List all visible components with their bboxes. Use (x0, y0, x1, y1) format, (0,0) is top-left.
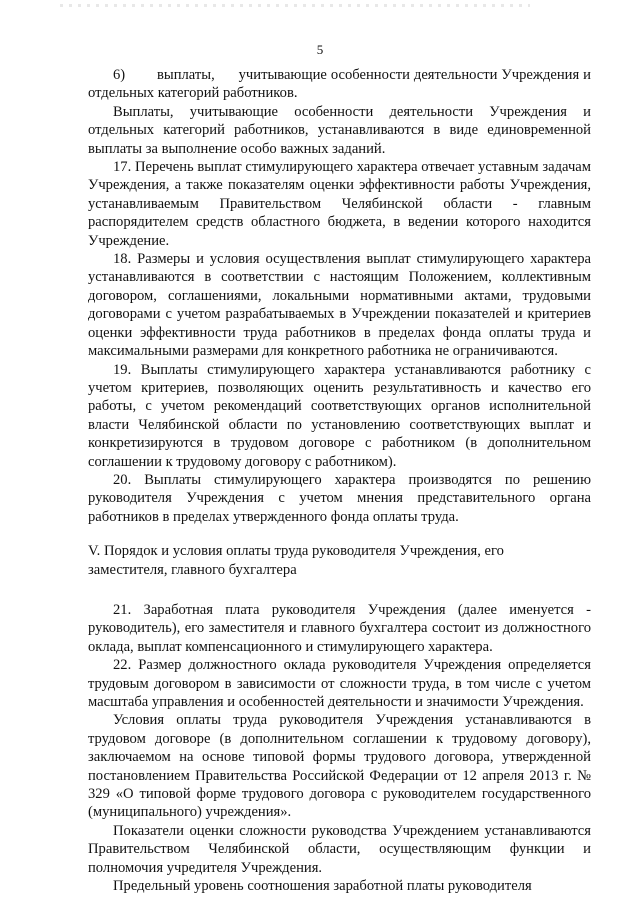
document-body (88, 66, 591, 895)
paragraph: 6) выплаты, учитывающие особенности деятельности Учреждения и отдельных категорий работников. (88, 67, 591, 102)
paragraph: Предельный уровень соотношения заработной платы руководителя (113, 878, 532, 895)
section-heading-line-2: заместителя, главного бухгалтера (88, 561, 297, 578)
paragraph: Показатели оценки сложности руководства Учреждением устанавливаются Правительством Челябинской области, осуществляющим функции и полномочия учредителя Учреждения. (88, 822, 591, 876)
paragraph: 17. Перечень выплат стимулирующего характера отвечает уставным задачам Учреждения, а также показателям оценки эффективности работы Учреждения, устанавливаемым Правительством Челябинской области - главным распорядителем средств областного бюджета, в ведении которого находится Учреждение. (88, 159, 591, 249)
paragraph: Выплаты, учитывающие особенности деятельности Учреждения и отдельных категорий работников, устанавливаются в виде единовременной выплаты за выполнение особо важных заданий. (88, 103, 591, 157)
paragraph: 21. Заработная плата руководителя Учреждения (далее именуется - руководитель), его заместителя и главного бухгалтера состоит из должностного оклада, выплат компенсационного и стимулирующего характера. (88, 601, 591, 655)
section-heading (88, 542, 591, 579)
paragraph: 22. Размер должностного оклада руководителя Учреждения определяется трудовым договором в зависимости от сложности труда, в том числе с учетом масштаба управления и особенностей деятельности и значимости Учреждения. (88, 657, 591, 710)
page-number: 5 (316, 42, 324, 57)
paragraph: Условия оплаты труда руководителя Учреждения устанавливаются в трудовом договоре (в дополнительном соглашении к трудовому договору), заключаемом на основе типовой формы трудового договора, утвержденной постановлением Правительства Российской Федерации от 12 апреля 2013 г. № 329 «О типовой форме трудового договора с руководителем государственного (муниципального) учреждения». (88, 712, 591, 821)
paragraph: 18. Размеры и условия осуществления выплат стимулирующего характера устанавливаются в соответствии с настоящим Положением, коллективным договором, соглашениями, локальными нормативными актами, трудовыми договорами с учетом разрабатываемых в Учреждении показателей и критериев оценки эффективности труда работников в пределах фонда оплаты труда и максимальными размерами для конкретного работника не ограничиваются. (88, 251, 591, 360)
section-heading-line-1: V. Порядок и условия оплаты труда руководителя Учреждения, его (88, 543, 504, 560)
paragraph: 20. Выплаты стимулирующего характера производятся по решению руководителя Учреждения с учетом мнения представительного органа работников в пределах утвержденного фонда оплаты труда. (88, 471, 591, 525)
paragraph: 19. Выплаты стимулирующего характера устанавливаются работнику с учетом критериев, позволяющих оценить результативность и качество его работы, с учетом рекомендаций соответствующих органов исполнительной власти Челябинской области по установлению соответствующих выплат и конкретизируются в трудовом договоре с работником (в дополнительном соглашении к трудовому договору с работником). (88, 361, 591, 470)
scan-artifact (60, 4, 530, 7)
